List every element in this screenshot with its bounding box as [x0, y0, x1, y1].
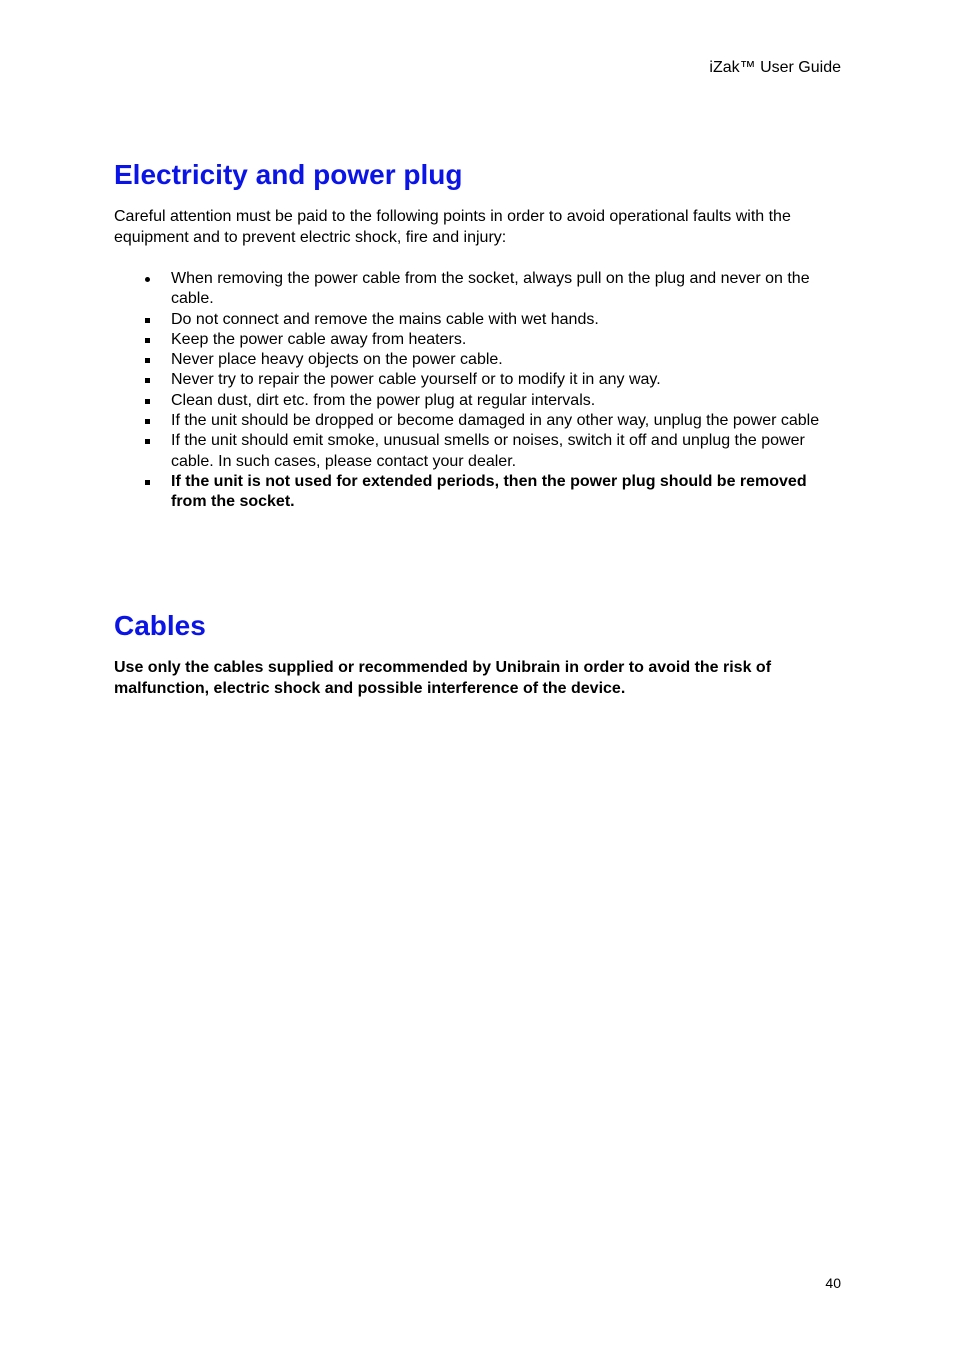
intro-paragraph: Careful attention must be paid to the following points in order to avoid operational faults with the equipment and to prevent electric shock, fire and injury:	[114, 208, 791, 246]
list-item	[114, 330, 842, 350]
section-electricity	[114, 159, 842, 513]
running-header: iZak™ User Guide	[709, 59, 841, 76]
list-item	[114, 411, 842, 431]
list-item-text: Keep the power cable away from heaters.	[171, 330, 467, 348]
list-item	[114, 391, 842, 411]
list-item-text: Never place heavy objects on the power cable.	[171, 351, 503, 369]
list-item-text: Do not connect and remove the mains cable with wet hands.	[171, 310, 599, 328]
list-item	[114, 310, 842, 330]
list-item-text: If the unit is not used for extended periods, then the power plug should be removed from the socket.	[171, 472, 807, 511]
list-item-text: Never try to repair the power cable yourself or to modify it in any way.	[171, 371, 661, 389]
section-title-electricity: Electricity and power plug	[114, 159, 463, 190]
list-item-text: If the unit should be dropped or become damaged in any other way, unplug the power cable	[171, 412, 820, 430]
list-item	[114, 350, 842, 370]
page-number: 40	[825, 1275, 841, 1291]
safety-list	[114, 269, 842, 513]
list-item-text: When removing the power cable from the socket, always pull on the plug and never on the cable.	[171, 270, 810, 308]
section-cables	[114, 610, 842, 699]
list-item	[114, 472, 842, 513]
list-item-text: If the unit should emit smoke, unusual smells or noises, switch it off and unplug the power cable. In such cases, please contact your dealer.	[171, 432, 805, 470]
list-item	[114, 370, 842, 390]
cables-paragraph: Use only the cables supplied or recommended by Unibrain in order to avoid the risk of malfunction, electric shock and possible interference of the device.	[114, 659, 772, 697]
section-title-cables: Cables	[114, 610, 206, 641]
list-item	[114, 431, 842, 472]
list-item-text: Clean dust, dirt etc. from the power plug at regular intervals.	[171, 391, 596, 409]
list-item	[114, 269, 842, 310]
